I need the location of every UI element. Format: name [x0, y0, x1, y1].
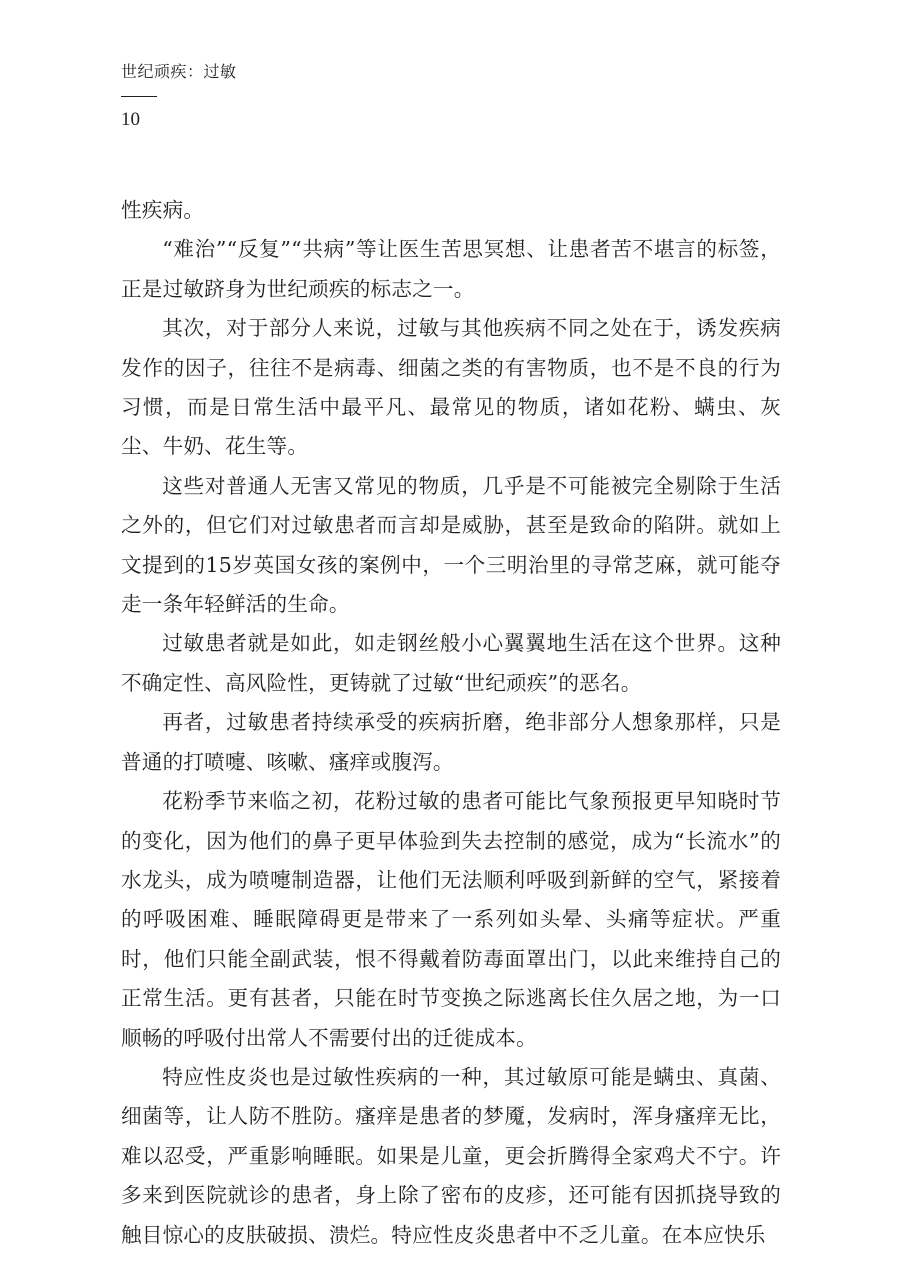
header-divider	[121, 96, 157, 97]
paragraph: 这些对普通人无害又常见的物质，几乎是不可能被完全剔除于生活之外的，但它们对过敏患者而言却是威胁，甚至是致命的陷阱。就如上文提到的15岁英国女孩的案例中，一个三明治里的寻常芝麻，就可能夺走一条年轻鲜活的生命。	[121, 473, 781, 617]
paragraph: 性疾病。	[121, 198, 205, 222]
paragraph: 过敏患者就是如此，如走钢丝般小心翼翼地生活在这个世界。这种不确定性、高风险性，更铸就了过敏“世纪顽疾”的恶名。	[121, 631, 781, 695]
paragraph: 特应性皮炎也是过敏性疾病的一种，其过敏原可能是螨虫、真菌、细菌等，让人防不胜防。瘙痒是患者的梦魇，发病时，浑身瘙痒无比，难以忍受，严重影响睡眠。如果是儿童，更会折腾得全家鸡犬不宁。许多来到医院就诊的患者，身上除了密布的皮疹，还可能有因抓挠导致的触目惊心的皮肤破损、溃烂。特应性皮炎患者中不乏儿童。在本应快乐	[121, 1064, 781, 1247]
page-number: 10	[121, 109, 140, 130]
paragraph: 其次，对于部分人来说，过敏与其他疾病不同之处在于，诱发疾病发作的因子，往往不是病毒、细菌之类的有害物质，也不是不良的行为习惯，而是日常生活中最平凡、最常见的物质，诸如花粉、螨虫、灰尘、牛奶、花生等。	[121, 316, 781, 459]
paragraph: “难治”“反复”“共病”等让医生苦思冥想、让患者苦不堪言的标签，正是过敏跻身为世纪顽疾的标志之一。	[121, 237, 781, 301]
paragraph: 花粉季节来临之初，花粉过敏的患者可能比气象预报更早知晓时节的变化，因为他们的鼻子更早体验到失去控制的感觉，成为“长流水”的水龙头，成为喷嚏制造器，让他们无法顺利呼吸到新鲜的空气，紧接着的呼吸困难、睡眠障碍更是带来了一系列如头晕、头痛等症状。严重时，他们只能全副武装，恨不得戴着防毒面罩出门，以此来维持自己的正常生活。更有甚者，只能在时节变换之际逃离长住久居之地，为一口顺畅的呼吸付出常人不需要付出的迁徙成本。	[121, 789, 781, 1050]
paragraph: 再者，过敏患者持续承受的疾病折磨，绝非部分人想象那样，只是普通的打喷嚏、咳嗽、瘙痒或腹泻。	[121, 710, 781, 774]
running-header-title: 世纪顽疾：过敏	[121, 62, 237, 81]
body-text	[121, 191, 781, 1255]
